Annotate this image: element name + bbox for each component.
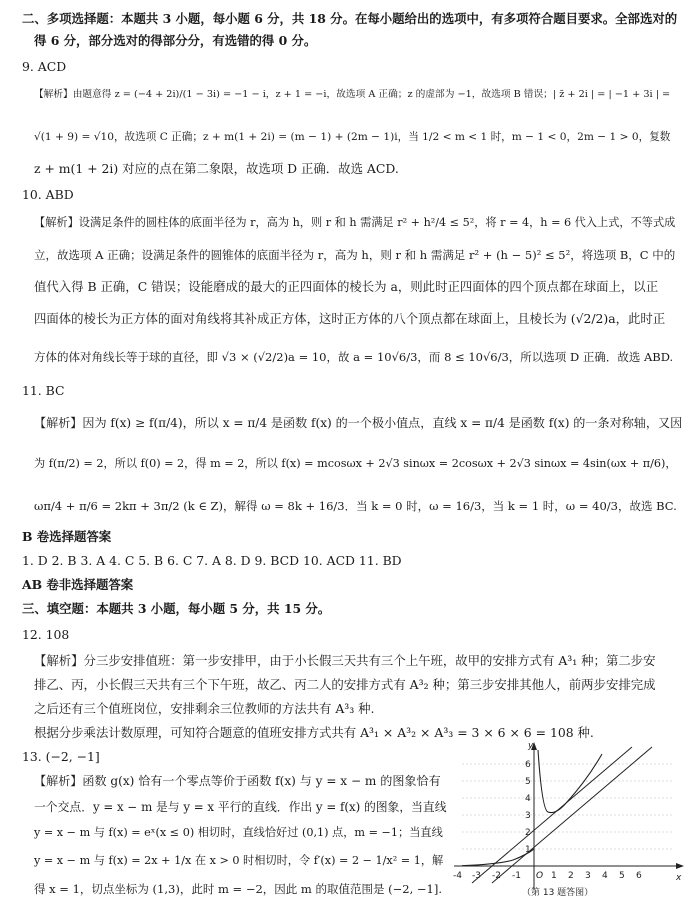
q11-explanation-line: ωπ/4 + π/6 = 2kπ + 3π/2 (k ∈ Z)，解得 ω = 8k + 16/3．当 k = 0 时，ω = 16/3，当 k = 1 时，ω = 40/3，故选 BC. xyxy=(34,499,677,513)
q11-explanation-line: 为 f(π/2) = 2，所以 f(0) = 2，得 m = 2，所以 f(x) = mcosωx + 2√3 sinωx = 2cosωx + 2√3 sinωx = 4sin(ωx + π/6)， xyxy=(34,457,677,470)
q10-explanation-line: 方体的体对角线长等于球的直径，即 √3 × (√2/2)a = 10，故 a = 10√6/3，而 8 ≤ 10√6/3，所以选项 D 正确．故选 ABD. xyxy=(34,350,674,364)
q10-explanation-line: 立，故选项 A 正确；设满足条件的圆锥体的底面半径为 r，高为 h，则 r 和 h 需满足 r² + (h − 5)² ≤ 5²，将选项 B，C 中的 xyxy=(34,248,676,262)
y-tick-label: 3 xyxy=(525,811,531,821)
section-heading-fill-in: 三、填空题：本题共 3 小题，每小题 5 分，共 15 分。 xyxy=(22,601,331,616)
q10-explanation-line: 值代入得 B 正确，C 错误；设能磨成的最大的正四面体的棱长为 a，则此时正四面体的四个顶点都在球面上，以正 xyxy=(34,279,659,294)
x-tick-label: 6 xyxy=(636,871,642,881)
x-axis-arrow-icon xyxy=(676,863,684,869)
y-tick-label: 4 xyxy=(525,794,531,804)
q9-explanation-line: z + m(1 + 2i) 对应的点在第二象限，故选项 D 正确．故选 ACD. xyxy=(34,161,399,176)
x-axis-label: x xyxy=(676,873,682,883)
exp-curve xyxy=(462,849,534,866)
q13-explanation-line: y = x − m 与 f(x) = eˣ(x ≤ 0) 相切时，直线恰好过 (0,1) 点，m = −1；当直线 xyxy=(34,826,443,839)
q9-explanation-line: √(1 + 9) = √10，故选项 C 正确；z + m(1 + 2i) = (m − 1) + (2m − 1)i，当 1/2 < m < 1 时，m − 1 < 0，2m − 1 > 0，复数 xyxy=(34,131,671,143)
x-tick-label: 2 xyxy=(568,871,574,881)
q9-explanation-line: 【解析】由题意得 z = (−4 + 2i)/(1 − 3i) = −1 − i，z + 1 = −i，故选项 A 正确；z 的虚部为 −1，故选项 B 错误；| z̄ + 2i | = | −1 + 3i | = xyxy=(34,89,671,100)
q12-answer: 12. 108 xyxy=(22,627,70,642)
y-tick-label: 5 xyxy=(525,777,531,787)
x-tick-label: 1 xyxy=(551,871,557,881)
y-tick-label: 2 xyxy=(525,828,531,838)
q10-explanation-line: 【解析】设满足条件的圆柱体的底面半径为 r，高为 h，则 r 和 h 需满足 r² + h²/4 ≤ 5²，将 r = 4，h = 6 代入上式，不等式成 xyxy=(34,216,676,229)
q13-function-graph xyxy=(452,740,688,900)
q12-explanation-line: 【解析】分三步安排值班：第一步安排甲，由于小长假三天共有三个上午班，故甲的安排方式有 A³₁ 种；第二步安 xyxy=(34,653,656,668)
x-tick-label: 5 xyxy=(619,871,625,881)
b-paper-heading: B 卷选择题答案 xyxy=(22,529,112,544)
q13-explanation-line: y = x − m 与 f(x) = 2x + 1/x 在 x > 0 时相切时，令 f′(x) = 2 − 1/x² = 1，解 xyxy=(34,854,444,867)
q12-explanation-line: 排乙、丙，小长假三天共有三个下午班，故乙、丙二人的安排方式有 A³₂ 种；第三步安排其他人，前两步安排完成 xyxy=(34,677,656,692)
graph-grid xyxy=(462,764,672,866)
y-tick-label: 1 xyxy=(525,845,531,855)
q11-answer: 11. BC xyxy=(22,383,65,398)
x-tick-label: -2 xyxy=(492,871,501,881)
y-tick-label: 6 xyxy=(525,760,531,770)
y-axis-label: y xyxy=(528,741,534,751)
q13-answer: 13. (−2, −1] xyxy=(22,749,100,764)
q12-explanation-line: 根据分步乘法计数原理，可知符合题意的值班安排方式共有 A³₁ × A³₂ × A³₃ = 3 × 6 × 6 = 108 种. xyxy=(34,725,594,740)
q13-explanation-line: 一个交点．y = x − m 是与 y = x 平行的直线．作出 y = f(x) 的图象，当直线 xyxy=(34,800,447,814)
q10-explanation-line: 四面体的棱长为正方体的面对角线将其补成正方体，这时正方体的八个顶点都在球面上，且棱长为 (√2/2)a，此时正 xyxy=(34,311,666,326)
x-tick-label: -1 xyxy=(512,871,521,881)
q12-explanation-line: 之后还有三个值班岗位，安排剩余三位教师的方法共有 A³₃ 种. xyxy=(34,701,375,716)
figure-caption: （第 13 题答图） xyxy=(522,888,594,898)
b-paper-answers: 1. D 2. B 3. A 4. C 5. B 6. C 7. A 8. D 9. BCD 10. ACD 11. BD xyxy=(22,553,402,568)
x-tick-label: -3 xyxy=(472,871,481,881)
q10-answer: 10. ABD xyxy=(22,187,74,202)
section-heading-scoring: 得 6 分，部分选对的得部分分，有选错的得 0 分。 xyxy=(34,33,317,48)
x-tick-label: 4 xyxy=(602,871,608,881)
origin-label: O xyxy=(536,871,544,881)
q9-answer: 9. ACD xyxy=(22,59,67,74)
q11-explanation-line: 【解析】因为 f(x) ≥ f(π/4)，所以 x = π/4 是函数 f(x) 的一个极小值点，直线 x = π/4 是函数 f(x) 的一条对称轴，又因 xyxy=(34,416,683,430)
x-tick-label: 3 xyxy=(585,871,591,881)
q13-explanation-line: 【解析】函数 g(x) 恰有一个零点等价于函数 f(x) 与 y = x − m 的图象恰有 xyxy=(34,774,441,788)
x-tick-label: -4 xyxy=(453,871,462,881)
ab-paper-heading: AB 卷非选择题答案 xyxy=(22,577,134,592)
section-heading-multiple-choice: 二、多项选择题：本题共 3 小题，每小题 6 分，共 18 分。在每小题给出的选项中，有多项符合题目要求。全部选对的 xyxy=(22,11,678,26)
q13-explanation-line: 得 x = 1，切点坐标为 (1,3)，此时 m = −2，因此 m 的取值范围是 (−2, −1]. xyxy=(34,882,442,896)
